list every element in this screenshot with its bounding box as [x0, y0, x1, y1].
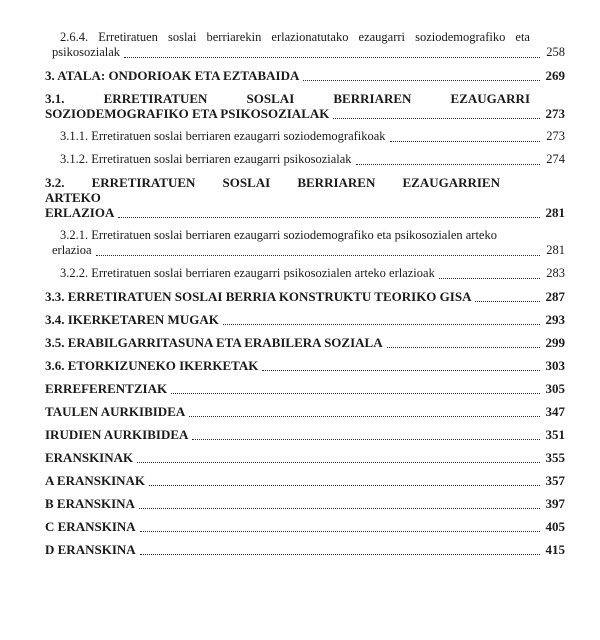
- page-number: 281: [545, 205, 565, 220]
- toc-entry[interactable]: [45, 450, 565, 465]
- toc-entry[interactable]: [45, 68, 565, 83]
- leader-dots: [137, 450, 540, 465]
- leader-dots: [96, 243, 540, 258]
- toc-entry-title: 3.1.2. Erretiratuen soslai berriaren ezaugarri psikosozialak: [60, 152, 352, 166]
- toc-entry[interactable]: [52, 228, 565, 258]
- toc-entry-title: 3.2.2. Erretiratuen soslai berriaren ezaugarri psikosozialen arteko erlazioak: [60, 266, 435, 280]
- page-number: 303: [545, 358, 565, 373]
- toc-entry[interactable]: [45, 175, 565, 220]
- leader-dots: [149, 473, 540, 488]
- page-number: 299: [545, 335, 565, 350]
- leader-dots: [356, 152, 540, 167]
- toc-entry-title: 3.4. IKERKETAREN MUGAK: [45, 312, 219, 327]
- toc-entry[interactable]: [52, 30, 565, 60]
- leader-dots: [390, 129, 540, 144]
- leader-dots: [140, 542, 540, 557]
- toc-entry-title: ERANSKINAK: [45, 450, 134, 465]
- toc-entry-title-cont: ERLAZIOA: [45, 205, 115, 220]
- leader-dots: [171, 381, 540, 396]
- page-number: 293: [545, 312, 565, 327]
- page-number: 405: [545, 519, 565, 534]
- toc-entry-title: 3.2.1. Erretiratuen soslai berriaren ezaugarri soziodemografiko eta psikosozialen arteko: [60, 228, 497, 242]
- toc-entry-title: 3. ATALA: ONDORIOAK ETA EZTABAIDA: [45, 68, 300, 83]
- toc-entry[interactable]: [45, 91, 565, 121]
- page-number: 274: [546, 152, 565, 166]
- page-number: 287: [545, 289, 565, 304]
- toc-entry[interactable]: [45, 312, 565, 327]
- toc-entry-title: 3.2. ERRETIRATUEN SOSLAI BERRIAREN EZAUGARRIEN ARTEKO: [45, 175, 500, 205]
- page-number: 283: [546, 266, 565, 280]
- page-number: 347: [545, 404, 565, 419]
- page-number: 351: [545, 427, 565, 442]
- toc-entry-title: IRUDIEN AURKIBIDEA: [45, 427, 189, 442]
- toc-entry-title: 2.6.4. Erretiratuen soslai berriarekin erlazionatutako ezaugarri soziodemografiko eta: [60, 30, 530, 44]
- toc-entry-continuation: [52, 45, 565, 60]
- toc-entry-title: D ERANSKINA: [45, 542, 136, 557]
- leader-dots: [387, 335, 540, 350]
- toc-entry-title: A ERANSKINAK: [45, 473, 146, 488]
- toc-entry[interactable]: [45, 473, 565, 488]
- page-number: 273: [545, 106, 565, 121]
- toc-entry[interactable]: [45, 542, 565, 557]
- leader-dots: [223, 312, 540, 327]
- toc-entry[interactable]: [45, 289, 565, 304]
- toc-entry[interactable]: [52, 129, 565, 144]
- toc-entry[interactable]: [45, 427, 565, 442]
- table-of-contents: [45, 30, 565, 565]
- toc-entry-title: B ERANSKINA: [45, 496, 135, 511]
- leader-dots: [124, 45, 540, 60]
- toc-entry-continuation: [45, 106, 565, 121]
- toc-entry[interactable]: [45, 519, 565, 534]
- toc-entry-title: C ERANSKINA: [45, 519, 136, 534]
- leader-dots: [118, 205, 540, 220]
- toc-entry[interactable]: [45, 496, 565, 511]
- toc-entry-title-cont: psikosozialak: [52, 45, 121, 59]
- toc-entry-title: TAULEN AURKIBIDEA: [45, 404, 186, 419]
- leader-dots: [439, 266, 540, 281]
- leader-dots: [139, 496, 540, 511]
- page-number: 258: [546, 45, 565, 59]
- toc-entry-title-cont: SOZIODEMOGRAFIKO ETA PSIKOSOZIALAK: [45, 106, 330, 121]
- toc-entry[interactable]: [45, 404, 565, 419]
- leader-dots: [192, 427, 540, 442]
- leader-dots: [475, 289, 540, 304]
- toc-entry[interactable]: [45, 381, 565, 396]
- leader-dots: [189, 404, 540, 419]
- leader-dots: [303, 68, 540, 83]
- page-number: 357: [545, 473, 565, 488]
- toc-entry[interactable]: [52, 152, 565, 167]
- toc-entry-title: 3.6. ETORKIZUNEKO IKERKETAK: [45, 358, 259, 373]
- page-number: 397: [545, 496, 565, 511]
- toc-entry-title-cont: erlazioa: [52, 243, 92, 257]
- page-number: 269: [545, 68, 565, 83]
- leader-dots: [262, 358, 540, 373]
- toc-entry-title: 3.3. ERRETIRATUEN SOSLAI BERRIA KONSTRUKTU TEORIKO GISA: [45, 289, 472, 304]
- leader-dots: [333, 106, 540, 121]
- page-number: 281: [546, 243, 565, 257]
- toc-entry[interactable]: [45, 358, 565, 373]
- toc-entry[interactable]: [45, 335, 565, 350]
- page-number: 305: [545, 381, 565, 396]
- toc-entry-title: 3.1.1. Erretiratuen soslai berriaren ezaugarri soziodemografikoak: [60, 129, 386, 143]
- toc-entry-title: 3.5. ERABILGARRITASUNA ETA ERABILERA SOZIALA: [45, 335, 383, 350]
- page-number: 415: [545, 542, 565, 557]
- toc-entry-title: ERREFERENTZIAK: [45, 381, 168, 396]
- toc-entry-continuation: [45, 205, 565, 220]
- toc-entry-title: 3.1. ERRETIRATUEN SOSLAI BERRIAREN EZAUGARRI: [45, 91, 530, 106]
- toc-entry-continuation: [52, 243, 565, 258]
- toc-entry[interactable]: [52, 266, 565, 281]
- leader-dots: [140, 519, 540, 534]
- page-number: 273: [546, 129, 565, 143]
- page-number: 355: [545, 450, 565, 465]
